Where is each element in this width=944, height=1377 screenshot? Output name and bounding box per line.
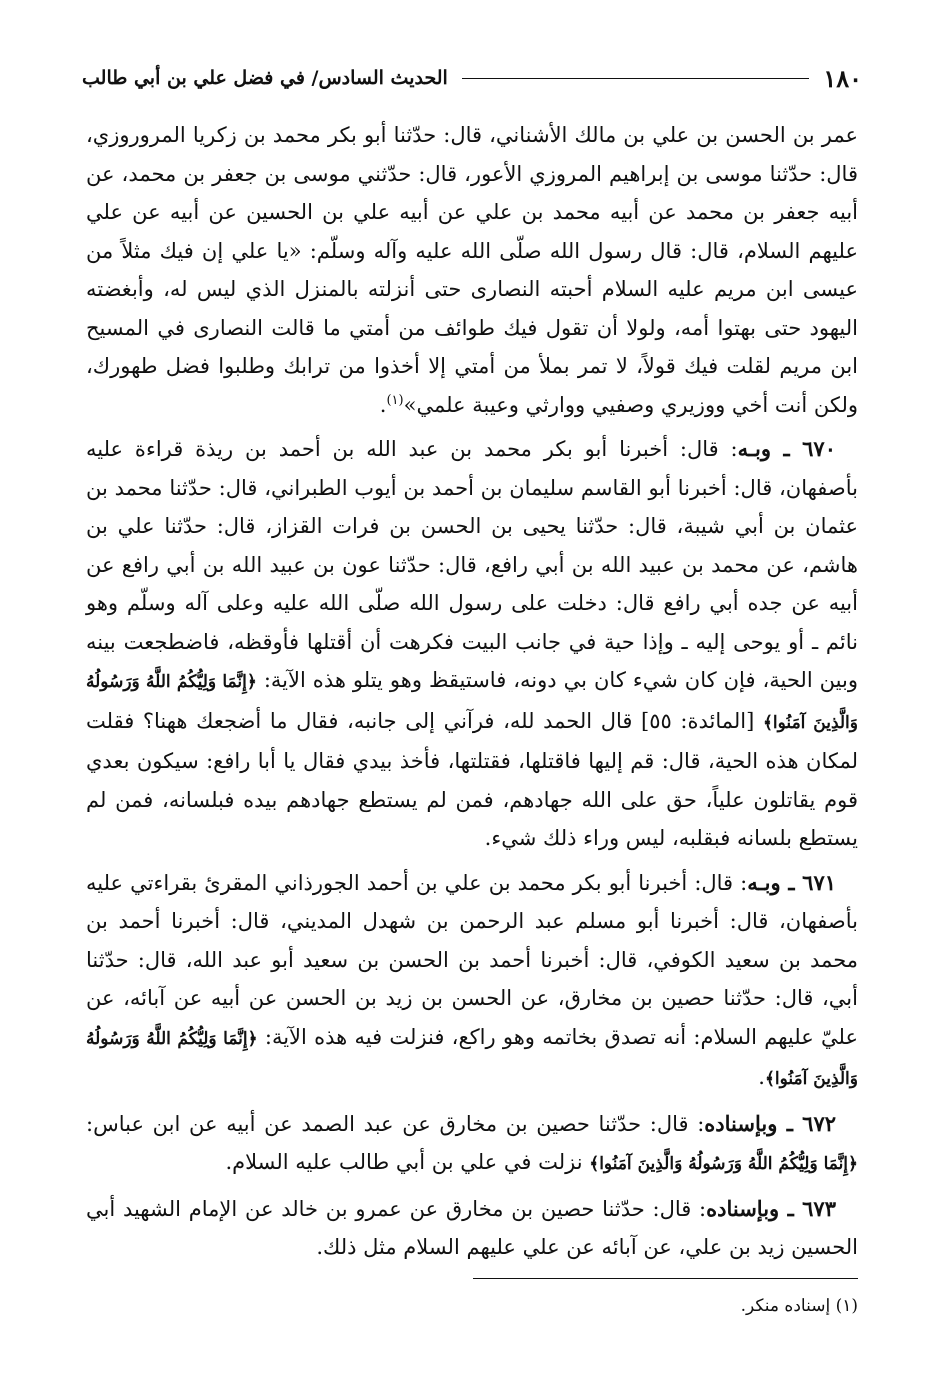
page-number: ١٨٠ [823, 63, 862, 93]
hadith-text: : قال: أخبرنا أبو بكر محمد بن عبد الله بن أحمد بن ريذة قراءة عليه بأصفهان، قال: أخبرنا أبو القاسم سليمان بن أحمد بن أيوب الطبراني، قال: حدّثنا محمد بن عثمان بن أبي شيبة، قال: حدّثنا يحيى بن الحسن بن فرات القزاز، قال: حدّثنا علي بن هاشم، عن محمد بن عبيد الله بن أبي رافع، قال: حدّثنا عون بن عبيد الله بن أبي رافع عن أبيه عن جده أبي رافع قال: دخلت على رسول الله صلّى الله عليه وعلى آله وسلّم وهو نائم ـ أو يوحى إليه ـ وإذا حية في جانب البيت فكرهت أن أقتلها فأوقظه، فاضطجعت بينه وبين الحية، فإن كان شيء كان بي دونه، فاستيقظ وهو يتلو هذه الآية: [86, 437, 858, 692]
hadith-text-continued: نزلت في علي بن أبي طالب عليه السلام. [225, 1150, 583, 1174]
paragraph-text: عمر بن الحسن بن علي بن مالك الأشناني، قال: حدّثنا أبو بكر محمد بن زكريا المروروزي، قال: حدّثنا موسى بن إبراهيم المروزي الأعور، قال: حدّثني موسى بن جعفر بن محمد، عن أبيه جعفر بن محمد عن أبيه محمد بن علي عن أبيه علي بن الحسين عن أبيه عن علي عليهم السلام، قال: قال رسول الله صلّى الله عليه وآله وسلّم: «يا علي إن فيك مثلاً من عيسى ابن مريم عليه السلام أحبته النصارى حتى أنزلته بالمنزل الذي ليس له، وأبغضته اليهود حتى بهتوا أمه، ولولا أن تقول فيك طوائف من أمتي ما قالت النصارى في المسيح ابن مريم لقلت فيك قولاً، لا تمر بملأ من أمتي إلا أخذوا من ترابك وطلبوا فضل طهورك، ولكن أنت أخي ووزيري وصفيي ووارثي وعيبة علمي» [86, 123, 858, 417]
hadith-number: ٦٧١ ـ وبـه [747, 869, 837, 895]
hadith-text: : قال: أخبرنا أبو بكر محمد بن علي بن أحمد الجورذاني المقرئ بقراءتي عليه بأصفهان، قال: أخبرنا أبو مسلم عبد الرحمن بن شهدل المديني، قال: أخبرنا أحمد بن محمد بن سعيد الكوفي، قال: أخبرنا أحمد بن الحسن بن سعيد أبو عبد الله، قال: حدّثنا أبي، قال: حدّثنا حصين بن مخارق، عن الحسن بن زيد بن الحسن عن أبيه عن آبائه، عن عليّ عليهم السلام: أنه تصدق بخاتمه وهو راكع، فنزلت فيه هذه الآية: [86, 870, 858, 1049]
hadith-number: ٦٧٠ ـ وبـه [737, 436, 836, 461]
paragraph-end: . [379, 392, 387, 417]
quran-verse: ﴿إِنَّمَا وَلِيُّكُمُ اللَّهُ وَرَسُولُهُ وَالَّذِينَ آمَنُوا﴾ [589, 1154, 858, 1174]
footnote [86, 1292, 858, 1320]
footnote-marker: (١) [386, 392, 404, 408]
main-text [86, 116, 858, 1273]
paragraph-continuation [86, 116, 858, 424]
hadith-number: ٦٧٢ ـ وبإسناده [704, 1110, 837, 1136]
quran-verse: ﴿إِنَّمَا وَلِيُّكُمُ اللَّهُ وَرَسُولُهُ وَالَّذِينَ آمَنُوا﴾ [86, 1028, 858, 1089]
header-rule [462, 78, 810, 79]
footnote-text: (١) إسناده منكر. [740, 1296, 858, 1316]
hadith-text-continued: . [758, 1065, 765, 1089]
hadith-671 [86, 864, 858, 1099]
page-header [82, 58, 862, 98]
running-title: الحديث السادس/ في فضل علي بن أبي طالب [82, 67, 448, 89]
footnote-rule [473, 1278, 858, 1279]
hadith-672 [86, 1105, 858, 1184]
hadith-text: : قال: حدّثنا حصين بن مخارق عن عبد الصمد عن أبيه عن ابن عباس: [86, 1111, 705, 1136]
hadith-text: : قال: حدّثنا حصين بن مخارق عن عمرو بن خالد عن الإمام الشهيد أبي الحسين زيد بن علي، عن آبائه عن علي عليهم السلام مثل ذلك. [86, 1196, 858, 1259]
hadith-670 [86, 430, 858, 858]
quran-verse: ﴿إِنَّمَا وَلِيُّكُمُ اللَّهُ وَرَسُولُهُ وَالَّذِينَ آمَنُوا﴾ [86, 672, 858, 733]
hadith-673 [86, 1190, 858, 1267]
hadith-text-continued: [المائدة: ٥٥] قال الحمد لله، فرآني إلى جانبه، فقال ما أضجعك ههنا؟ فقلت لمكان هذه الحية، قال: قم إليها فاقتلها، فقتلتها، فأخذ بيدي فقال يا أبا رافع: سيكون بعدي قوم يقاتلون علياً، حق على الله جهادهم، فمن لم يستطع جهادهم بيده فبلسانه، فمن لم يستطع بلسانه فبقلبه، ليس وراء ذلك شيء. [86, 708, 858, 850]
hadith-number: ٦٧٣ ـ وبإسناده [706, 1195, 836, 1221]
